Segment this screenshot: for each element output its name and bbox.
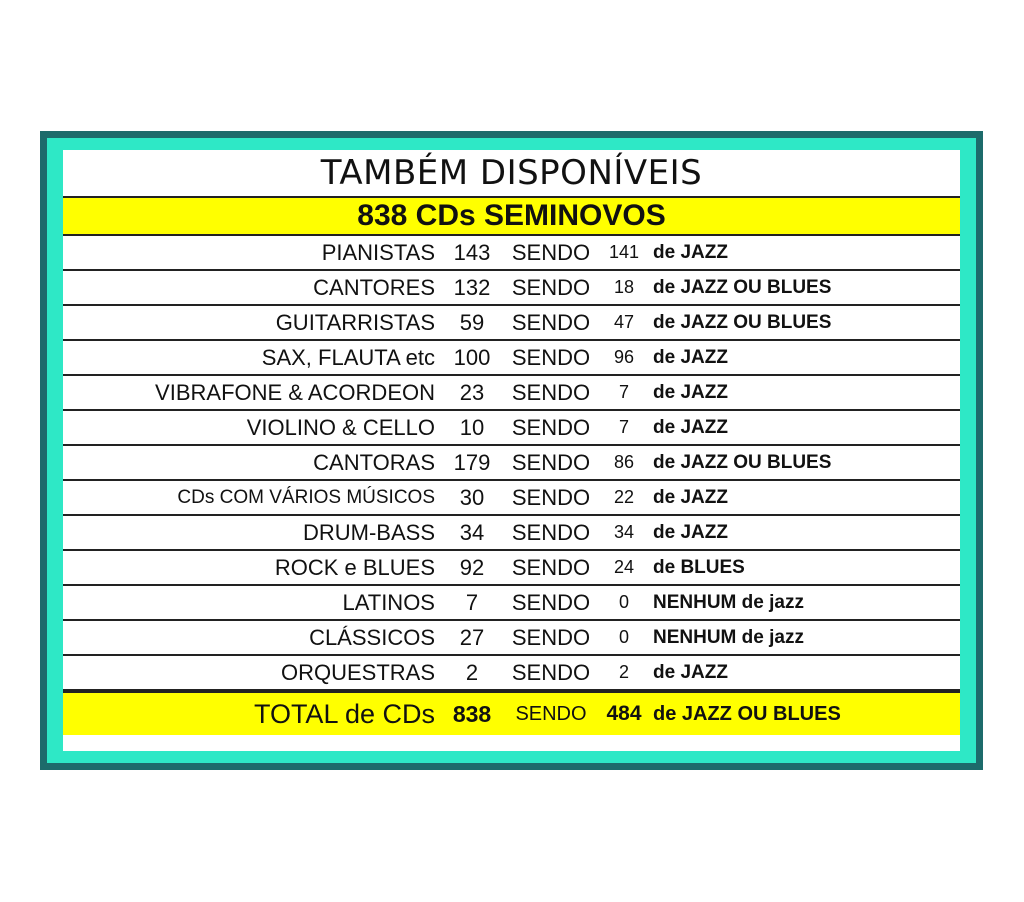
category-label: CLÁSSICOS (309, 624, 435, 650)
category-count: 34 (459, 519, 485, 545)
jazz-count: 24 (613, 557, 635, 577)
jazz-count: 47 (613, 312, 635, 332)
category-label: LATINOS (342, 589, 435, 615)
category-label: GUITARRISTAS (275, 309, 435, 335)
sendo-label: SENDO (515, 702, 587, 725)
sendo-label: SENDO (511, 554, 591, 580)
total-count: 838 (452, 700, 492, 727)
table-row (63, 516, 960, 551)
table-row (63, 271, 960, 306)
category-count: 92 (459, 554, 485, 580)
jazz-count: 7 (618, 382, 629, 402)
category-label: VIBRAFONE & ACORDEON (155, 379, 435, 405)
category-count: 10 (459, 414, 485, 440)
sendo-label: SENDO (511, 484, 591, 510)
table-row (63, 656, 960, 691)
genre-desc: de JAZZ OU BLUES (653, 276, 832, 298)
total-row (63, 691, 960, 735)
jazz-count: 34 (613, 522, 635, 542)
category-count: 132 (453, 274, 491, 300)
sendo-label: SENDO (511, 379, 591, 405)
genre-desc: de JAZZ (653, 416, 728, 438)
category-count: 143 (453, 239, 491, 265)
category-count: 7 (465, 589, 479, 615)
table-row (63, 481, 960, 516)
genre-desc: de JAZZ (653, 486, 728, 508)
table-frame-border (47, 138, 976, 763)
table-row (63, 586, 960, 621)
jazz-count: 22 (613, 487, 635, 507)
table-row (63, 341, 960, 376)
sendo-label: SENDO (511, 344, 591, 370)
sendo-label: SENDO (511, 519, 591, 545)
genre-desc: de JAZZ (653, 521, 728, 543)
jazz-count: 0 (618, 592, 629, 612)
sendo-label: SENDO (511, 659, 591, 685)
category-count: 27 (459, 624, 485, 650)
category-count: 179 (453, 449, 491, 475)
sendo-label: SENDO (511, 274, 591, 300)
total-jazz-count: 484 (606, 702, 642, 725)
genre-desc: de JAZZ (653, 381, 728, 403)
genre-desc: NENHUM de jazz (653, 591, 804, 613)
jazz-count: 18 (613, 277, 635, 297)
cd-inventory-table (63, 150, 960, 751)
total-genre-desc: de JAZZ OU BLUES (653, 702, 841, 725)
sendo-label: SENDO (511, 309, 591, 335)
jazz-count: 2 (618, 662, 629, 682)
table-row (63, 306, 960, 341)
table-row (63, 236, 960, 271)
category-count: 30 (459, 484, 485, 510)
category-label: ORQUESTRAS (280, 659, 435, 685)
category-label: CANTORES (313, 274, 435, 300)
genre-desc: de JAZZ (653, 346, 728, 368)
total-label: TOTAL de CDs (253, 698, 435, 729)
genre-desc: de BLUES (653, 556, 745, 578)
table-row (63, 446, 960, 481)
table-row (63, 411, 960, 446)
category-count: 59 (459, 309, 485, 335)
category-label: ROCK e BLUES (274, 554, 435, 580)
page-title: TAMBÉM DISPONÍVEIS (63, 150, 960, 198)
category-count: 23 (459, 379, 485, 405)
category-count: 100 (453, 344, 491, 370)
subtitle-banner: 838 CDs SEMINOVOS (63, 198, 960, 236)
sendo-label: SENDO (511, 239, 591, 265)
category-label: PIANISTAS (321, 239, 435, 265)
table-frame (40, 131, 983, 770)
sendo-label: SENDO (511, 449, 591, 475)
category-label: CANTORAS (313, 449, 435, 475)
category-count: 2 (465, 659, 479, 685)
table-row (63, 621, 960, 656)
jazz-count: 7 (618, 417, 629, 437)
sendo-label: SENDO (511, 624, 591, 650)
table-row (63, 551, 960, 586)
genre-desc: de JAZZ OU BLUES (653, 311, 832, 333)
category-label: SAX, FLAUTA etc (261, 344, 435, 370)
genre-desc: NENHUM de jazz (653, 626, 804, 648)
category-label: CDs COM VÁRIOS MÚSICOS (177, 486, 435, 508)
category-label: VIOLINO & CELLO (246, 414, 435, 440)
genre-desc: de JAZZ (653, 241, 728, 263)
category-label: DRUM-BASS (302, 519, 435, 545)
sendo-label: SENDO (511, 589, 591, 615)
table-row (63, 376, 960, 411)
sendo-label: SENDO (511, 414, 591, 440)
jazz-count: 96 (613, 347, 635, 367)
jazz-count: 141 (608, 242, 640, 262)
jazz-count: 86 (613, 452, 635, 472)
genre-desc: de JAZZ OU BLUES (653, 451, 832, 473)
jazz-count: 0 (618, 627, 629, 647)
genre-desc: de JAZZ (653, 661, 728, 683)
